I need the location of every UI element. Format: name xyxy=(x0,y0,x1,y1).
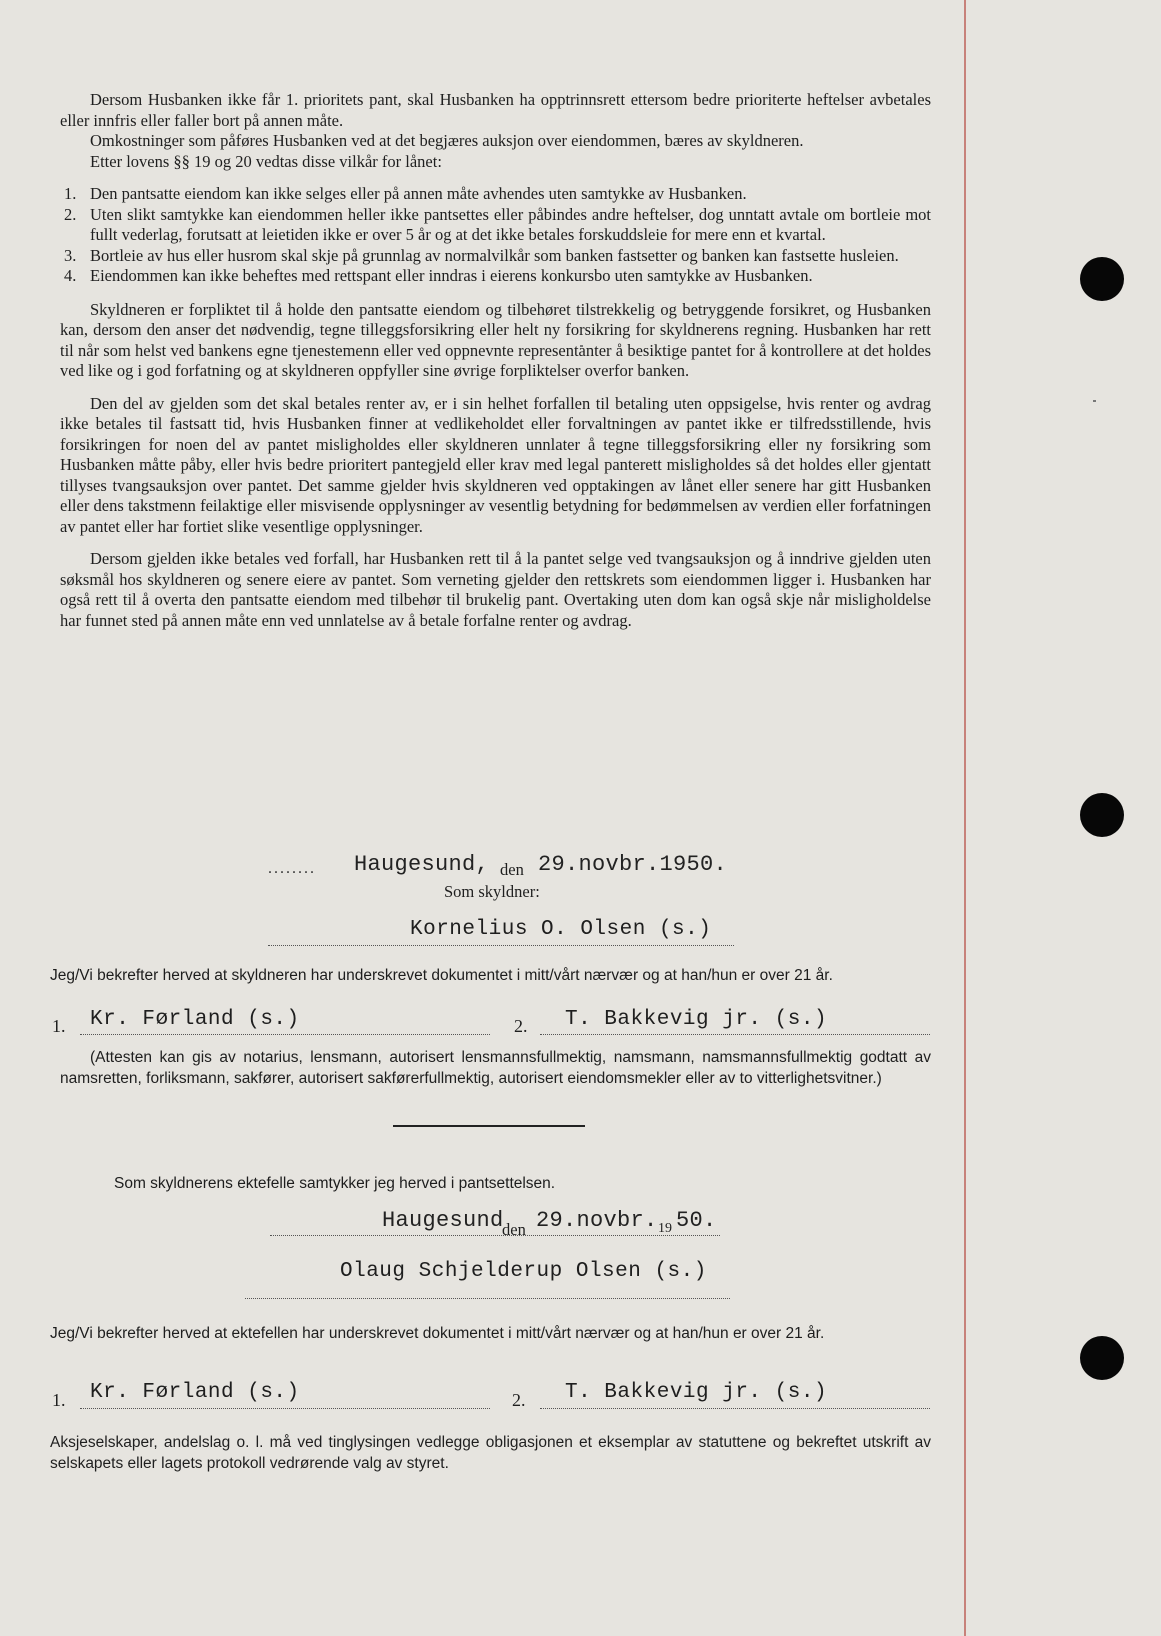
spouse-date-field: 29.novbr. xyxy=(536,1208,658,1233)
witness-2-line xyxy=(540,1034,930,1035)
debtor-role-label: Som skyldner: xyxy=(444,882,540,901)
spouse-place-field: Haugesund xyxy=(382,1208,504,1233)
witness-number: 1. xyxy=(52,1390,66,1410)
paragraph-costs: Omkostninger som påføres Husbanken ved at det begjæres auksjon over eiendommen, bæres av skyldneren. xyxy=(90,131,804,150)
condition-item: 4. Eiendommen kan ikke beheftes med rettspant eller inndras i eierens konkursbo uten samtykke av Husbanken. xyxy=(64,266,813,285)
debtor-witness-confirmation: Jeg/Vi bekrefter herved at skyldneren har underskrevet dokumentet i mitt/vårt nærvær og at han/hun er over 21 år. xyxy=(50,967,833,984)
paragraph-foreclosure: Dersom gjelden ikke betales ved forfall, har Husbanken rett til å la pantet selge ved tvangsauksjon og å inndrive gjelden uten søksmål hos skyldneren og senere eiere av pantet. Som verneting gjelder den rettskrets som eiendommen ligger i. Husbanken har også rett til å overta den pantsatte eiendom med tilbehør til brukelig pant. Overtaking uten dom kan også skje når misligholdelse har funnet sted på annen måte enn ved unnlatelse av å betale forfalne renter og avdrag. xyxy=(60,549,931,630)
punch-hole-bottom xyxy=(1080,1336,1124,1380)
condition-item: 2. Uten slikt samtykke kan eiendommen heller ikke pantsettes eller påbindes andre heftelser, dog unntatt avtale om bortleie mot fullt vederlag, forutsatt at leietiden ikke er over 5 år og at det ikke betales forskuddsleie for mere enn et kvartal. xyxy=(64,204,931,244)
spouse-witness-2-signature: T. Bakkevig jr. (s.) xyxy=(565,1381,828,1404)
footer-note: Aksjeselskaper, andelslag o. l. må ved tinglysingen vedlegge obligasjonen et eksemplar av statuttene og bekreftet utskrift av selskapets eller lagets protokoll vedrørende valg av styret. xyxy=(50,1434,931,1472)
conditions-list xyxy=(60,184,931,287)
witness-2-signature: T. Bakkevig jr. (s.) xyxy=(565,1008,828,1031)
debtor-signature: Kornelius O. Olsen (s.) xyxy=(410,918,712,941)
witness-1-line xyxy=(80,1034,490,1035)
punch-hole-middle xyxy=(1080,793,1124,837)
paper-speck xyxy=(1093,400,1096,402)
attestation-note: (Attesten kan gis av notarius, lensmann, autorisert lensmannsfullmektig, namsmann, namsmannsfullmektig godtatt av namsretten, forliksmann, sakfører, autorisert sakførerfullmektig, autorisert eiendomsmekler eller av to vitterlighetsvitner.) xyxy=(60,1049,931,1087)
spouse-date-line xyxy=(270,1235,720,1236)
spouse-witness-1-signature: Kr. Førland (s.) xyxy=(90,1381,300,1404)
spouse-signature: Olaug Schjelderup Olsen (s.) xyxy=(340,1260,707,1283)
condition-item: 1. Den pantsatte eiendom kan ikke selges eller på annen måte avhendes uten samtykke av Husbanken. xyxy=(64,184,747,203)
witness-number: 1. xyxy=(52,1016,66,1036)
debtor-signature-line xyxy=(268,945,734,946)
spouse-consent-text: Som skyldnerens ektefelle samtykker jeg herved i pantsettelsen. xyxy=(114,1175,556,1192)
spouse-year-field: 50. xyxy=(676,1208,717,1233)
spouse-witness-1-line xyxy=(80,1408,490,1409)
loan-terms-text xyxy=(60,90,931,631)
spouse-signature-line xyxy=(245,1298,730,1299)
spouse-witness-2-line xyxy=(540,1408,930,1409)
paragraph-priority: Dersom Husbanken ikke får 1. prioritets pant, skal Husbanken ha opptrinnsrett ettersom bedre prioriterte heftelser avbetales eller innfris eller faller bort på annen måte. xyxy=(60,90,931,130)
punch-hole-top xyxy=(1080,257,1124,301)
witness-number: 2. xyxy=(514,1016,528,1036)
section-divider xyxy=(393,1125,585,1127)
den-label: den xyxy=(502,1220,526,1239)
witness-1-signature: Kr. Førland (s.) xyxy=(90,1008,300,1031)
margin-line xyxy=(964,0,966,1636)
paragraph-default: Den del av gjelden som det skal betales renter av, er i sin helhet forfallen til betaling uten oppsigelse, hvis renter og avdrag ikke betales til fastsatt tid, hvis Husbanken finner at vedlikeholdet eller forvaltningen av pantet ikke er tilfredsstillende, hvis forsikringen for noen del av pantet misligholdes eller skyldneren unnlater å tegne tilleggsforsikring eller ny forsikring som Husbanken måtte påby, eller hvis bedre prioritert pantegjeld eller krav med legal panterett misligholdes så det holdes eller gjentatt tillyses tvangsauksjon over pantet. Det samme gjelder hvis skyldneren ved opptakingen av lånet eller senere har gitt Husbanken eller dens takstmenn feilaktige eller misvisende opplysninger av vesentlig betydning for bedømmelsen av verdien eller forfatningen av pantet eller har fortiet slike vesentlige opplysninger. xyxy=(60,393,931,536)
leader-dots: ........ xyxy=(268,860,316,877)
paragraph-insurance: Skyldneren er forpliktet til å holde den pantsatte eiendom og tilbehøret tilstrekkelig og betryggende forsikret, og Husbanken kan, dersom den anser det nødvendig, tegne tilleggsforsikring eller helt ny forsikring for skyldnerens regning. Husbanken har rett til når som helst ved bankens egne tjenestemenn eller ved oppnevnte representanter å besiktige pantet for å kontrollere at det holdes ved like og i god forfatning og at skyldneren oppfyller sine øvrige forpliktelser overfor banken. xyxy=(60,299,931,380)
year-prefix: 19 xyxy=(658,1221,672,1236)
date-field: 29.novbr.1950. xyxy=(538,852,728,877)
condition-item: 3. Bortleie av hus eller husrom skal skje på grunnlag av normalvilkår som banken fastsetter og banken kan fastsette husleien. xyxy=(64,245,899,265)
spouse-witness-confirmation: Jeg/Vi bekrefter herved at ektefellen har underskrevet dokumentet i mitt/vårt nærvær og at han/hun er over 21 år. xyxy=(50,1325,825,1342)
paragraph-conditions-intro: Etter lovens §§ 19 og 20 vedtas disse vilkår for lånet: xyxy=(90,151,442,171)
place-field: Haugesund, xyxy=(354,852,490,877)
witness-number: 2. xyxy=(512,1390,526,1410)
den-label: den xyxy=(500,860,524,879)
